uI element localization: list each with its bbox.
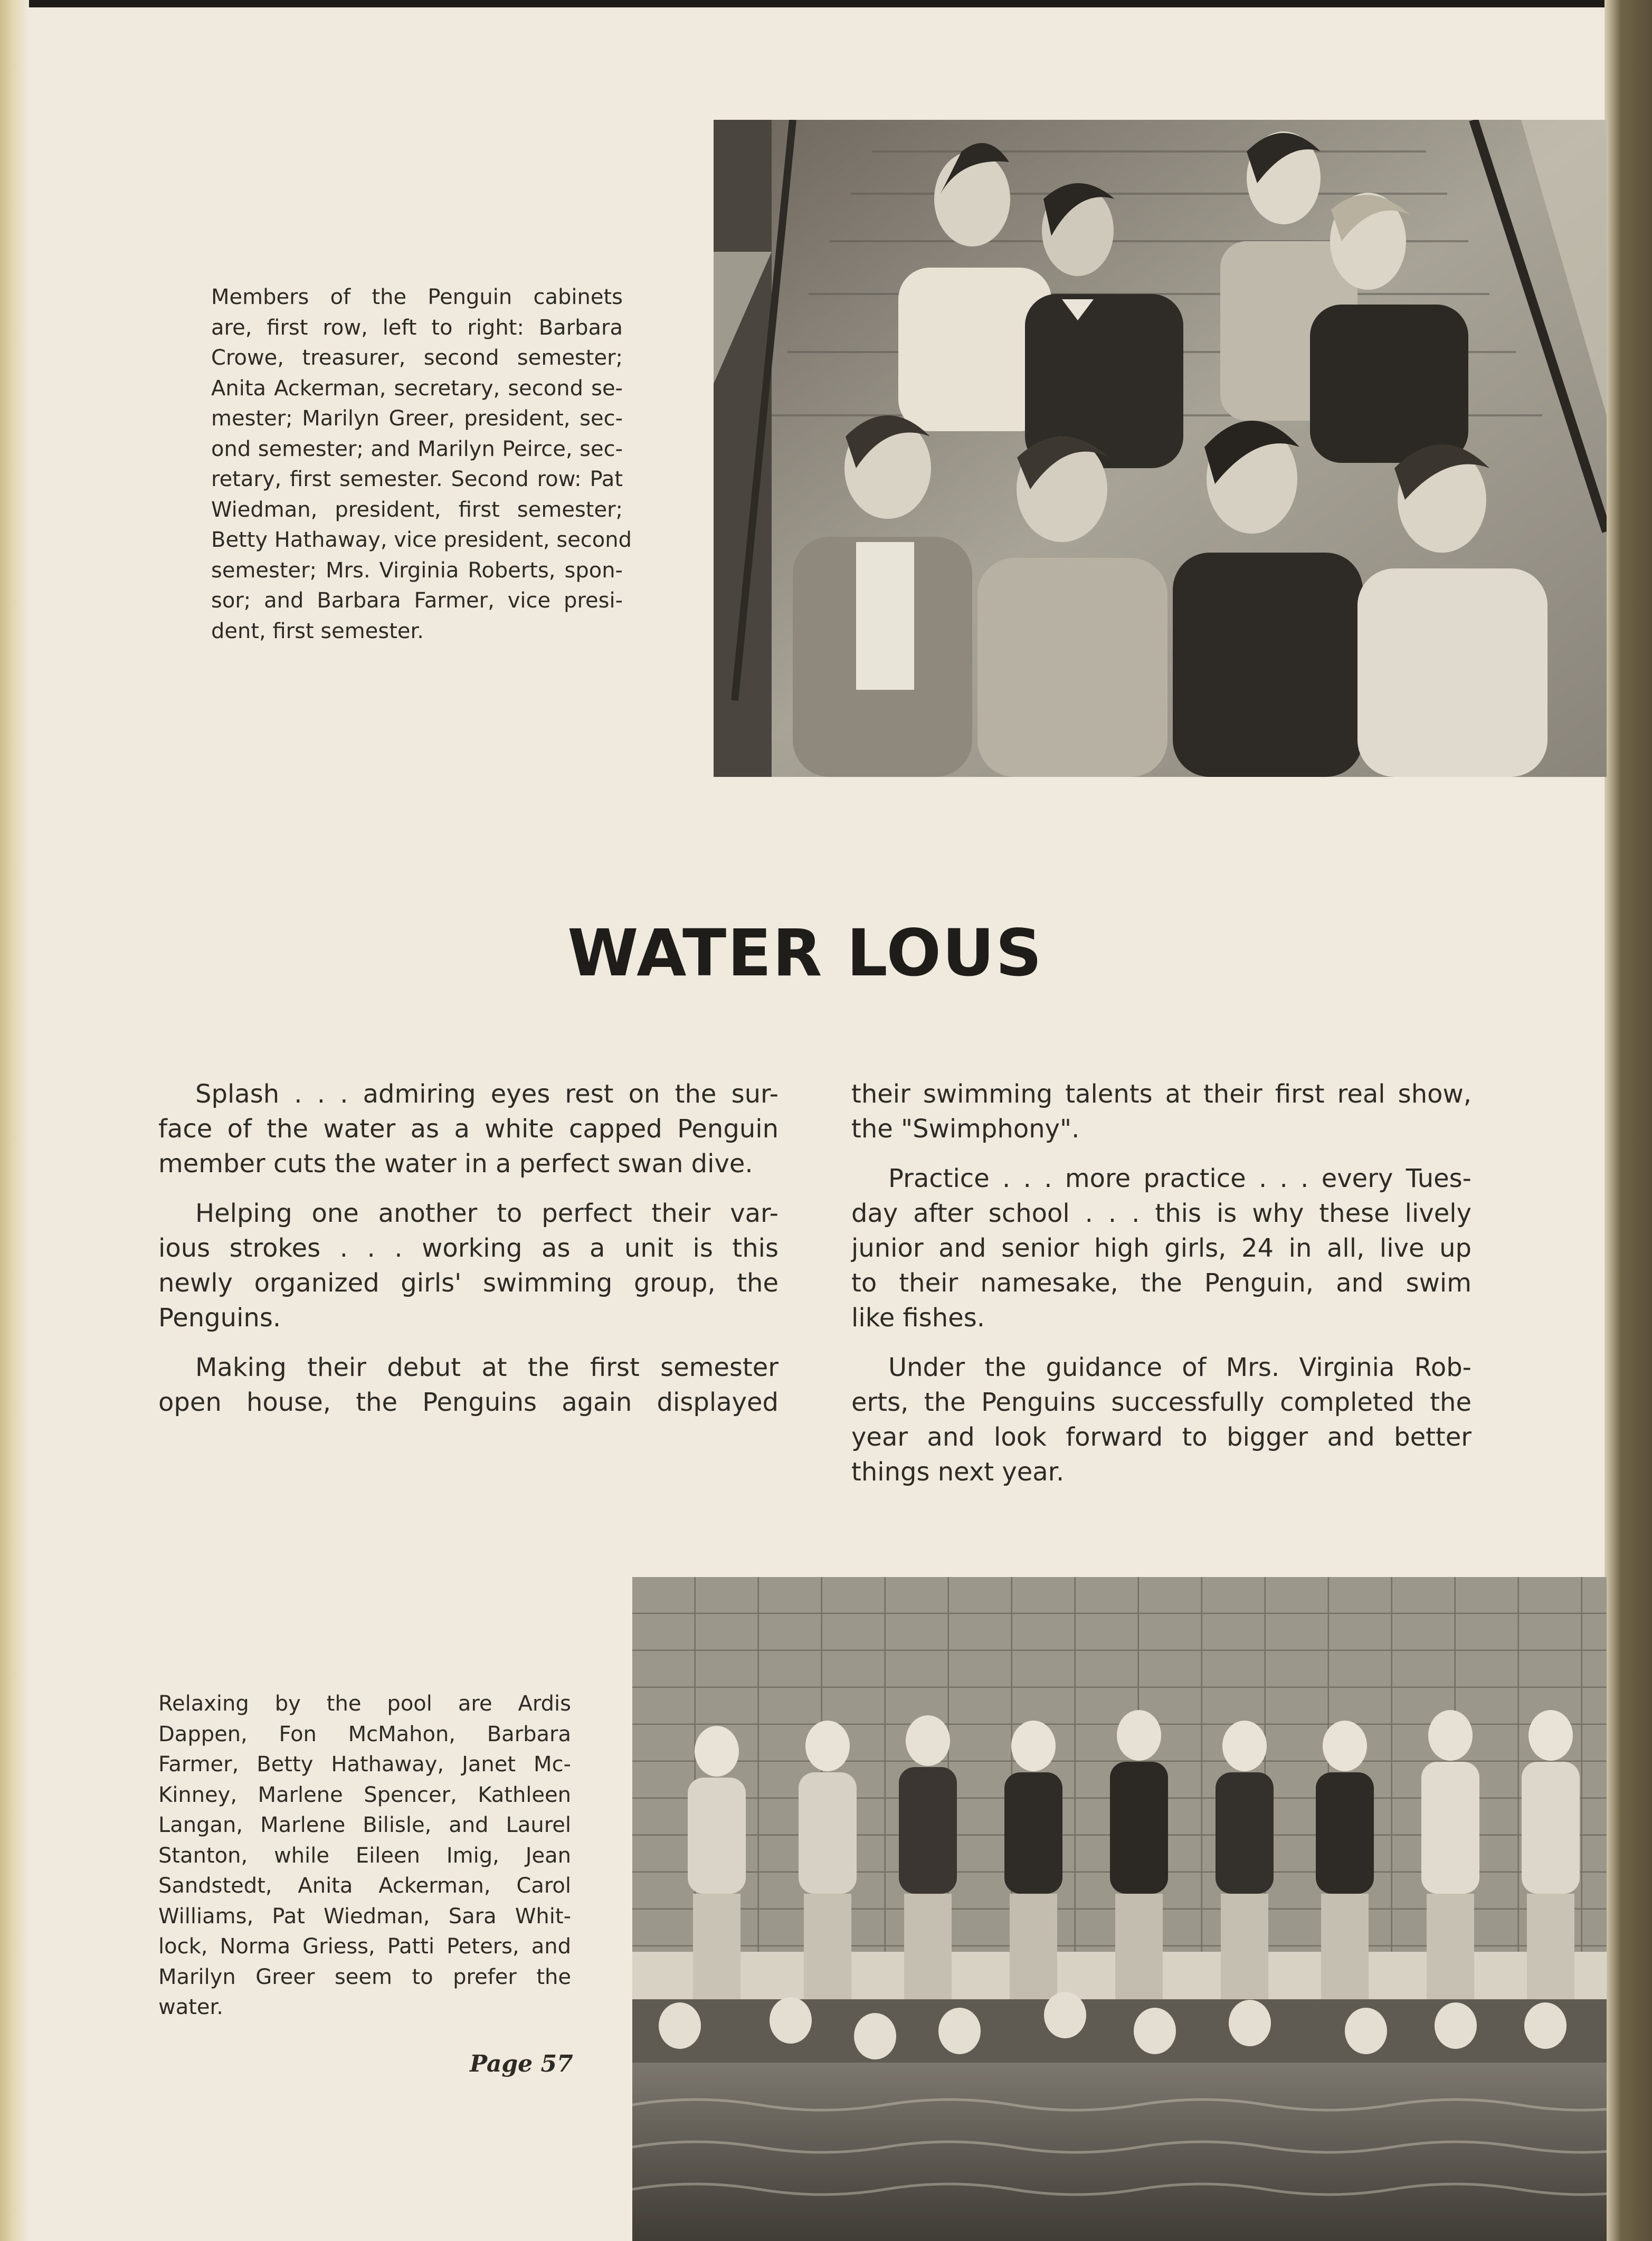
paragraph	[851, 1350, 1471, 1489]
caption-line: mester; Marilyn Greer, president, sec-	[211, 406, 623, 431]
caption-line: Stanton, while Eileen Imig, Jean	[158, 1843, 571, 1868]
caption-line: Anita Ackerman, secretary, second se-	[211, 376, 623, 401]
pool-photo-caption	[158, 1689, 571, 2023]
caption-line: Langan, Marlene Bilisle, and Laurel	[158, 1813, 571, 1837]
caption-line: retary, first semester. Second row: Pat	[211, 467, 623, 491]
paragraph	[158, 1196, 778, 1335]
paragraph	[158, 1077, 778, 1181]
caption-line: Dappen, Fon McMahon, Barbara	[158, 1722, 571, 1746]
text-line: their swimming talents at their first real show,	[851, 1079, 1471, 1109]
caption-line: ond semester; and Marilyn Peirce, sec-	[211, 436, 623, 461]
caption-line: water.	[158, 1995, 224, 2019]
page-number: Page 57	[470, 2050, 573, 2077]
caption-line: Williams, Pat Wiedman, Sara Whit-	[158, 1904, 571, 1929]
text-line: to their namesake, the Penguin, and swim	[851, 1268, 1471, 1298]
cabinet-photo-caption	[211, 282, 632, 647]
text-line: Splash . . . admiring eyes rest on the sur-	[195, 1079, 778, 1109]
text-line: Practice . . . more practice . . . every Tues-	[888, 1164, 1471, 1193]
cabinet-photo	[714, 120, 1607, 777]
text-line: Helping one another to perfect their var-	[195, 1199, 778, 1228]
text-line: ious strokes . . . working as a unit is this	[158, 1233, 778, 1263]
text-line: Making their debut at the first semester	[195, 1353, 778, 1382]
text-line: open house, the Penguins again displayed	[158, 1388, 778, 1417]
body-column-left	[158, 1077, 778, 1420]
page-top-edge	[0, 0, 1652, 7]
paragraph	[851, 1161, 1471, 1335]
caption-line: Kinney, Marlene Spencer, Kathleen	[158, 1782, 571, 1807]
text-line: newly organized girls' swimming group, the	[158, 1268, 778, 1298]
text-line: year and look forward to bigger and better	[851, 1422, 1471, 1452]
paragraph	[158, 1350, 778, 1420]
body-column-right	[851, 1077, 1471, 1489]
text-line: junior and senior high girls, 24 in all, live up	[851, 1233, 1471, 1263]
caption-line: Betty Hathaway, vice president, second	[211, 528, 632, 552]
text-line: the "Swimphony".	[851, 1114, 1080, 1144]
caption-line: Marilyn Greer seem to prefer the	[158, 1964, 571, 1989]
text-line: day after school . . . this is why these lively	[851, 1199, 1471, 1228]
page-right-edge	[1604, 0, 1652, 2241]
binding-gutter	[0, 0, 29, 2241]
caption-line: Sandstedt, Anita Ackerman, Carol	[158, 1874, 571, 1898]
text-line: Penguins.	[158, 1303, 281, 1333]
caption-line: dent, first semester.	[211, 619, 424, 643]
caption-line: lock, Norma Griess, Patti Peters, and	[158, 1934, 571, 1959]
text-line: things next year.	[851, 1457, 1065, 1487]
caption-line: Wiedman, president, first semester;	[211, 497, 623, 522]
text-line: like fishes.	[851, 1303, 985, 1333]
caption-line: Crowe, treasurer, second semester;	[211, 346, 623, 370]
caption-line: Farmer, Betty Hathaway, Janet Mc-	[158, 1752, 571, 1777]
caption-line: sor; and Barbara Farmer, vice presi-	[211, 588, 623, 613]
paragraph	[851, 1077, 1471, 1146]
text-line: face of the water as a white capped Penguin	[158, 1114, 778, 1144]
caption-line: Relaxing by the pool are Ardis	[158, 1692, 571, 1716]
text-line: member cuts the water in a perfect swan dive.	[158, 1149, 753, 1179]
text-line: Under the guidance of Mrs. Virginia Rob-	[888, 1353, 1471, 1382]
caption-line: are, first row, left to right: Barbara	[211, 315, 623, 340]
pool-photo	[632, 1577, 1607, 2241]
caption-line: semester; Mrs. Virginia Roberts, spon-	[211, 558, 623, 583]
page-title: WATER LOUS	[567, 916, 1043, 991]
caption-line: Members of the Penguin cabinets	[211, 285, 623, 309]
text-line: erts, the Penguins successfully completed the	[851, 1388, 1471, 1417]
